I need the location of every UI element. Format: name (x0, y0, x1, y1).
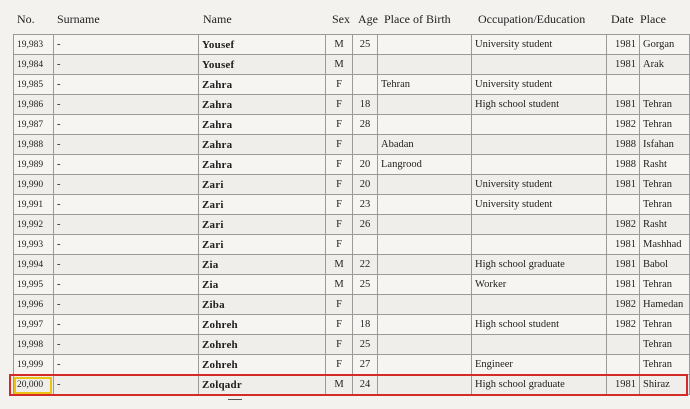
cell-surname: - (54, 335, 199, 355)
cell-surname: - (54, 175, 199, 195)
cell-sex: M (326, 35, 353, 55)
cell-place: Gorgan (640, 35, 690, 55)
table-row (14, 235, 690, 255)
cell-place-of-birth (378, 335, 472, 355)
cell-date (607, 195, 640, 215)
cell-date: 1981 (607, 235, 640, 255)
cell-place-of-birth (378, 195, 472, 215)
cell-place: Tehran (640, 355, 690, 375)
cell-date: 1988 (607, 135, 640, 155)
cell-age (353, 235, 378, 255)
cell-place: Tehran (640, 95, 690, 115)
cell-age: 27 (353, 355, 378, 375)
table-row (14, 335, 690, 355)
cell-surname: - (54, 315, 199, 335)
cell-surname: - (54, 95, 199, 115)
cell-place-of-birth (378, 275, 472, 295)
table-row (14, 55, 690, 75)
cell-surname: - (54, 295, 199, 315)
cell-name: Zolqadr (199, 375, 326, 395)
cell-name: Zia (199, 275, 326, 295)
cell-name: Zari (199, 235, 326, 255)
header-age: Age (358, 12, 378, 26)
cell-number: 19,989 (14, 155, 54, 175)
cell-place: Arak (640, 55, 690, 75)
cell-name: Zohreh (199, 335, 326, 355)
cell-number: 19,996 (14, 295, 54, 315)
cell-sex: F (326, 135, 353, 155)
cell-place: Mashhad (640, 235, 690, 255)
cell-place: Rasht (640, 215, 690, 235)
cell-date: 1981 (607, 55, 640, 75)
cell-number: 19,998 (14, 335, 54, 355)
cell-occupation (472, 295, 607, 315)
cell-age: 24 (353, 375, 378, 395)
header-place: Place (640, 12, 666, 26)
cell-age: 28 (353, 115, 378, 135)
cell-place-of-birth (378, 35, 472, 55)
table-row (14, 115, 690, 135)
cell-name: Zahra (199, 155, 326, 175)
cell-surname: - (54, 235, 199, 255)
cell-sex: F (326, 295, 353, 315)
cell-sex: M (326, 55, 353, 75)
header-sex: Sex (332, 12, 350, 26)
cell-surname: - (54, 255, 199, 275)
cell-name: Yousef (199, 55, 326, 75)
cell-date (607, 355, 640, 375)
page-mark (228, 399, 242, 400)
cell-place: Tehran (640, 115, 690, 135)
cell-name: Yousef (199, 35, 326, 55)
cell-number: 19,993 (14, 235, 54, 255)
cell-occupation: University student (472, 75, 607, 95)
cell-surname: - (54, 375, 199, 395)
cell-date (607, 75, 640, 95)
cell-place: Babol (640, 255, 690, 275)
cell-date: 1981 (607, 35, 640, 55)
cell-place-of-birth: Abadan (378, 135, 472, 155)
cell-occupation (472, 215, 607, 235)
cell-place-of-birth (378, 215, 472, 235)
cell-occupation (472, 115, 607, 135)
cell-sex: F (326, 355, 353, 375)
cell-surname: - (54, 215, 199, 235)
cell-place-of-birth: Tehran (378, 75, 472, 95)
cell-number: 19,992 (14, 215, 54, 235)
cell-number: 19,983 (14, 35, 54, 55)
table-row (14, 275, 690, 295)
cell-occupation: High school student (472, 95, 607, 115)
cell-number: 19,997 (14, 315, 54, 335)
table-row (14, 375, 690, 395)
header-no: No. (17, 12, 35, 26)
table-row (14, 295, 690, 315)
cell-place: Isfahan (640, 135, 690, 155)
cell-number: 19,984 (14, 55, 54, 75)
cell-name: Zari (199, 195, 326, 215)
cell-age (353, 295, 378, 315)
cell-sex: F (326, 175, 353, 195)
cell-place-of-birth: Langrood (378, 155, 472, 175)
cell-date: 1982 (607, 315, 640, 335)
cell-age (353, 75, 378, 95)
cell-sex: F (326, 115, 353, 135)
cell-date (607, 335, 640, 355)
cell-sex: F (326, 95, 353, 115)
header-name: Name (203, 12, 232, 26)
cell-name: Zahra (199, 135, 326, 155)
records-table (13, 34, 690, 395)
header-place-of-birth: Place of Birth (384, 12, 451, 26)
cell-age: 18 (353, 315, 378, 335)
cell-occupation: University student (472, 175, 607, 195)
cell-date: 1981 (607, 255, 640, 275)
cell-occupation (472, 335, 607, 355)
cell-place: Shiraz (640, 375, 690, 395)
cell-occupation: Engineer (472, 355, 607, 375)
cell-place-of-birth (378, 95, 472, 115)
cell-number: 19,988 (14, 135, 54, 155)
cell-age: 22 (353, 255, 378, 275)
cell-occupation (472, 235, 607, 255)
cell-occupation (472, 155, 607, 175)
cell-number: 20,000 (14, 375, 54, 395)
cell-age: 26 (353, 215, 378, 235)
cell-occupation: High school student (472, 315, 607, 335)
cell-sex: M (326, 375, 353, 395)
cell-place: Rasht (640, 155, 690, 175)
cell-date: 1981 (607, 375, 640, 395)
cell-name: Zohreh (199, 315, 326, 335)
cell-number: 19,985 (14, 75, 54, 95)
cell-occupation: Worker (472, 275, 607, 295)
cell-place-of-birth (378, 295, 472, 315)
cell-sex: F (326, 195, 353, 215)
cell-surname: - (54, 115, 199, 135)
cell-sex: F (326, 215, 353, 235)
cell-place: Hamedan (640, 295, 690, 315)
cell-date: 1982 (607, 115, 640, 135)
cell-number: 19,986 (14, 95, 54, 115)
cell-surname: - (54, 355, 199, 375)
table-row (14, 135, 690, 155)
cell-place: Tehran (640, 315, 690, 335)
cell-name: Ziba (199, 295, 326, 315)
table-row (14, 195, 690, 215)
cell-date: 1982 (607, 215, 640, 235)
cell-surname: - (54, 275, 199, 295)
cell-occupation (472, 135, 607, 155)
cell-name: Zohreh (199, 355, 326, 375)
cell-date: 1981 (607, 175, 640, 195)
cell-sex: F (326, 155, 353, 175)
cell-number: 19,995 (14, 275, 54, 295)
cell-name: Zia (199, 255, 326, 275)
cell-place-of-birth (378, 255, 472, 275)
cell-place-of-birth (378, 235, 472, 255)
cell-place-of-birth (378, 375, 472, 395)
cell-surname: - (54, 35, 199, 55)
header-occupation: Occupation/Education (478, 12, 586, 26)
cell-age: 23 (353, 195, 378, 215)
cell-name: Zahra (199, 95, 326, 115)
cell-sex: F (326, 335, 353, 355)
table-row (14, 355, 690, 375)
cell-place-of-birth (378, 55, 472, 75)
cell-occupation: University student (472, 195, 607, 215)
table-row (14, 95, 690, 115)
cell-age: 25 (353, 35, 378, 55)
cell-place: Tehran (640, 335, 690, 355)
cell-age (353, 135, 378, 155)
cell-place: Tehran (640, 195, 690, 215)
header-surname: Surname (57, 12, 100, 26)
cell-date: 1981 (607, 275, 640, 295)
cell-sex: M (326, 255, 353, 275)
cell-place: Tehran (640, 275, 690, 295)
cell-surname: - (54, 135, 199, 155)
cell-surname: - (54, 195, 199, 215)
header-date: Date (611, 12, 634, 26)
cell-occupation: High school graduate (472, 255, 607, 275)
table-header (0, 0, 690, 34)
cell-surname: - (54, 55, 199, 75)
cell-occupation: High school graduate (472, 375, 607, 395)
cell-sex: F (326, 75, 353, 95)
cell-surname: - (54, 75, 199, 95)
cell-date: 1982 (607, 295, 640, 315)
cell-place: Tehran (640, 175, 690, 195)
cell-age (353, 55, 378, 75)
table-row (14, 175, 690, 195)
cell-number: 19,999 (14, 355, 54, 375)
cell-age: 20 (353, 175, 378, 195)
cell-occupation: University student (472, 35, 607, 55)
cell-place-of-birth (378, 115, 472, 135)
table-row (14, 315, 690, 335)
cell-name: Zari (199, 175, 326, 195)
table-row (14, 75, 690, 95)
cell-name: Zari (199, 215, 326, 235)
table-row (14, 155, 690, 175)
cell-age: 25 (353, 275, 378, 295)
table-row (14, 35, 690, 55)
cell-number: 19,987 (14, 115, 54, 135)
cell-age: 25 (353, 335, 378, 355)
cell-occupation (472, 55, 607, 75)
table-row (14, 255, 690, 275)
cell-name: Zahra (199, 75, 326, 95)
cell-sex: F (326, 315, 353, 335)
cell-sex: M (326, 275, 353, 295)
cell-age: 18 (353, 95, 378, 115)
cell-sex: F (326, 235, 353, 255)
cell-number: 19,991 (14, 195, 54, 215)
cell-name: Zahra (199, 115, 326, 135)
table-row (14, 215, 690, 235)
cell-place (640, 75, 690, 95)
cell-date: 1988 (607, 155, 640, 175)
cell-place-of-birth (378, 175, 472, 195)
cell-surname: - (54, 155, 199, 175)
cell-age: 20 (353, 155, 378, 175)
cell-number: 19,990 (14, 175, 54, 195)
cell-number: 19,994 (14, 255, 54, 275)
cell-date: 1981 (607, 95, 640, 115)
cell-place-of-birth (378, 315, 472, 335)
cell-place-of-birth (378, 355, 472, 375)
